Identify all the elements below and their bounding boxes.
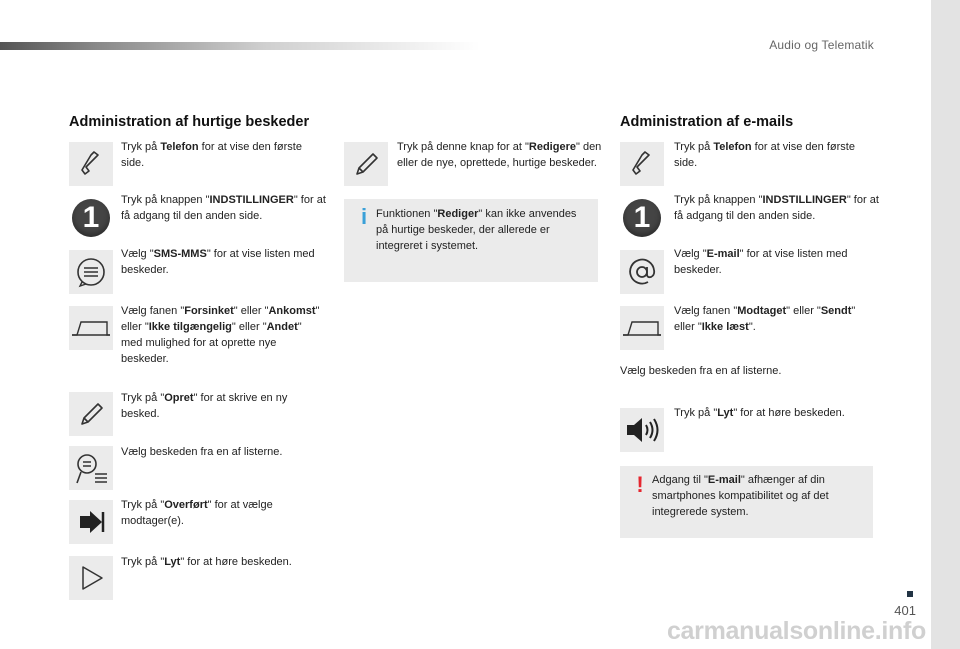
page-side-tab [931,0,960,649]
warning-note-text: Adgang til "E-mail" afhænger af din smartphones kompatibilitet og af det integrerede system. [652,474,829,518]
speaker-icon [620,408,664,452]
left-step-sms: Vælg "SMS-MMS" for at vise listen med beskeder. [121,248,315,276]
right-step-select: Vælg beskeden fra en af listerne. [620,365,782,377]
left-step-create: Tryk på "Opret" for at skrive en ny besked. [121,392,288,420]
right-step-listen: Tryk på "Lyt" for at høre beskeden. [674,407,845,419]
right-step-email: Vælg "E-mail" for at vise listen med beskeder. [674,248,848,276]
left-step-phone: Tryk på Telefon for at vise den første side. [121,141,302,169]
number-badge [69,196,113,240]
play-icon [69,556,113,600]
forward-icon [69,500,113,544]
page-number: 401 [894,603,916,618]
header-gradient-bar [0,42,480,50]
right-step-tabs: Vælg fanen "Modtaget" eller "Sendt" eller "Ikke læst". [674,305,856,333]
number-badge [620,196,664,240]
info-note [344,199,598,282]
number-badge-value: 1 [72,199,110,237]
section-title-quick-messages: Administration af hurtige beskeder [69,114,310,130]
left-step-play: Tryk på "Lyt" for at høre beskeden. [121,556,292,568]
section-title-emails: Administration af e-mails [620,114,794,130]
message-list-icon [69,250,113,294]
warning-icon: ! [636,472,644,497]
at-sign-icon [620,250,664,294]
tab-outline-icon [69,306,113,350]
number-badge-value: 1 [623,199,661,237]
left-step-settings: Tryk på knappen "INDSTILLINGER" for at få adgang til den anden side. [121,194,326,222]
chapter-title: Audio og Telematik [769,38,874,52]
left-step-select: Vælg beskeden fra en af listerne. [121,446,283,458]
pencil-icon [69,392,113,436]
phone-icon [620,142,664,186]
right-step-phone: Tryk på Telefon for at vise den første side. [674,141,855,169]
watermark: carmanualsonline.info [666,617,926,645]
phone-icon [69,142,113,186]
left-step-forward: Tryk på "Overført" for at vælge modtager(e). [121,499,273,527]
contact-list-icon [69,446,113,490]
info-note-text: Funktionen "Rediger" kan ikke anvendes på hurtige beskeder, der allerede er integreret i systemet. [376,208,577,252]
info-icon: i [360,204,368,229]
page-marker [907,591,913,597]
middle-step-edit: Tryk på denne knap for at "Redigere" den eller de nye, oprettede, hurtige beskeder. [397,141,602,169]
right-step-settings: Tryk på knappen "INDSTILLINGER" for at få adgang til den anden side. [674,194,879,222]
tab-outline-icon [620,306,664,350]
warning-note [620,466,873,538]
pencil-icon [344,142,388,186]
left-step-tabs: Vælg fanen "Forsinket" eller "Ankomst" eller "Ikke tilgængelig" eller "Andet" med mulighed for at oprette nye beskeder. [121,305,320,365]
